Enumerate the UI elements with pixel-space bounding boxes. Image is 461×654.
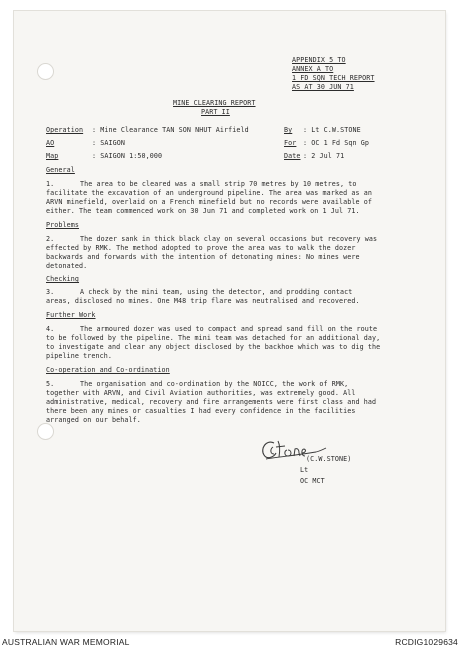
paragraph-further-work: The armoured dozer was used to compact and spread sand fill on the route to be followed by the pipeline. The mini team was detached for an additional day, to investigate and clear any object disclosed by the backhoe which was to dig the pipeline trench. xyxy=(46,325,381,360)
operation-value: : Mine Clearance TAN SON NHUT Airfield xyxy=(92,126,249,134)
paragraph-checking: A check by the mini team, using the detector, and prodding contact areas, disclosed no mines. One M48 trip flare was neutralised and recovered. xyxy=(46,288,360,305)
footer-record-id: RCDIG1029634 xyxy=(395,637,458,647)
section-heading-problems: Problems xyxy=(46,221,80,229)
date-value: : 2 Jul 71 xyxy=(303,152,345,160)
paragraph-number: 3. xyxy=(46,288,55,296)
appendix-line: APPENDIX 5 TO xyxy=(292,56,346,64)
section-heading-general: General xyxy=(46,166,75,174)
section-heading-further-work: Further Work xyxy=(46,311,96,319)
paragraph-number: 2. xyxy=(46,235,55,243)
punch-hole xyxy=(37,423,54,440)
document-title: MINE CLEARING REPORT xyxy=(173,99,256,107)
by-label: By xyxy=(284,126,293,134)
signatory-appointment: OC MCT xyxy=(300,477,325,485)
map-label: Map xyxy=(46,152,59,160)
paragraph-number: 4. xyxy=(46,325,55,333)
for-label: For xyxy=(284,139,297,147)
by-value: : Lt C.W.STONE xyxy=(303,126,361,134)
operation-label: Operation xyxy=(46,126,84,134)
section-heading-cooperation: Co-operation and Co-ordination xyxy=(46,366,170,374)
paragraph-problems: The dozer sank in thick black clay on several occasions but recovery was effected by RMK. The method adopted to prove the area was to walk the dozer backwards and forwards with the intention of detonating mines: No mines were detonated. xyxy=(46,235,378,270)
document-page xyxy=(14,11,445,631)
punch-hole xyxy=(37,63,54,80)
signatory-name: (C.W.STONE) xyxy=(306,455,352,463)
appendix-reference xyxy=(292,56,375,92)
ao-value: : SAIGON xyxy=(92,139,126,147)
signatory-rank: Lt xyxy=(300,466,309,474)
footer-source: AUSTRALIAN WAR MEMORIAL xyxy=(2,637,130,647)
appendix-line: ANNEX A TO xyxy=(292,65,334,73)
for-value: : OC 1 Fd Sqn Gp xyxy=(303,139,370,147)
ao-label: AO xyxy=(46,139,55,147)
paragraph-number: 5. xyxy=(46,380,55,388)
paragraph-cooperation: The organisation and co-ordination by the NOICC, the work of RMK, together with ARVN, and Civil Aviation authorities, was extremely good. All administrative, medical, recovery and fire arrangements were first class and had there been any mines or casualties I had every confidence in the facilities arranged on our behalf. xyxy=(46,380,377,424)
section-heading-checking: Checking xyxy=(46,275,80,283)
paragraph-number: 1. xyxy=(46,180,55,188)
paragraph-general: The area to be cleared was a small strip 70 metres by 10 metres, to facilitate the excavation of an underground pipeline. The area was marked as an ARVN minefield, overlaid on a French minefield but no records were available of either. The team commenced work on 30 Jun 71 and completed work on 1 Jul 71. xyxy=(46,180,372,215)
document-part: PART II xyxy=(201,108,230,116)
appendix-line: AS AT 30 JUN 71 xyxy=(292,83,354,91)
appendix-line: 1 FD SQN TECH REPORT xyxy=(292,74,375,82)
date-label: Date xyxy=(284,152,301,160)
map-value: : SAIGON 1:50,000 xyxy=(92,152,163,160)
